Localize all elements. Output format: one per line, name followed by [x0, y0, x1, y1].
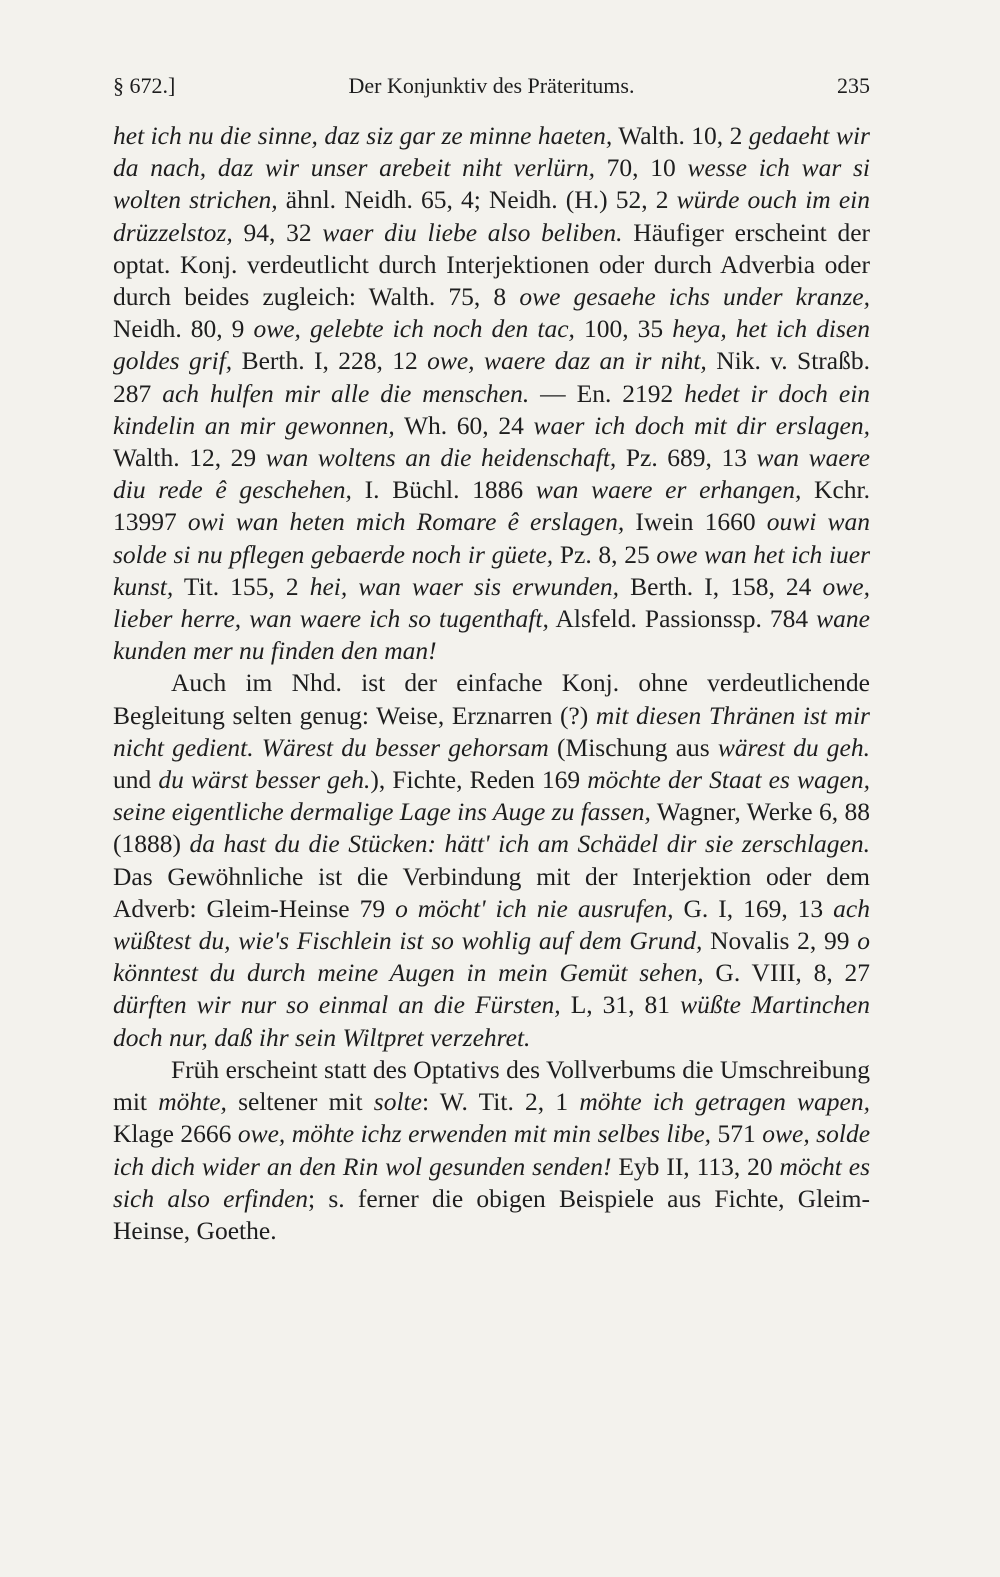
- body-segment: Früh erscheint statt des Optativs des Vollverbums die Umschreibung mit: [113, 1054, 870, 1117]
- body-segment: Wagner, Werke 6, 88 (1888): [113, 797, 870, 859]
- body-segment: (Mischung aus: [548, 732, 718, 762]
- body-segment: ), Fichte, Reden 169: [370, 765, 588, 795]
- body-segment: G. I, 169, 13: [673, 893, 834, 923]
- body-segment: Alsfeld. Passionssp. 784: [548, 604, 817, 634]
- quoted-example: ach hulfen mir alle die menschen.: [162, 378, 530, 408]
- quoted-example: wärest du geh.: [717, 732, 871, 762]
- quoted-example: owe gesaehe ichs under kranze,: [519, 282, 870, 312]
- body-segment: Auch im Nhd. ist der einfache Konj. ohne verdeutlichende Begleitung selten genug: Weise, Erznarren (?): [113, 668, 870, 730]
- body-segment: Häufiger erscheint der optat. Konj. verdeutlicht durch Interjektionen oder durch Adverbia oder durch beides zugleich: Walth. 75, 8: [113, 217, 871, 312]
- quoted-example: möchte der Staat es wagen, seine eigentliche dermalige Lage ins Auge zu fassen,: [113, 765, 871, 827]
- running-head: [113, 66, 870, 106]
- body-segment: 100, 35: [574, 314, 673, 344]
- body-segment: Iwein 1660: [624, 507, 767, 537]
- quoted-example: owe, solde ich dich wider an den Rin wol gesunden senden!: [113, 1119, 871, 1181]
- quoted-example: owe, möhte ichz erwenden mit min selbes libe,: [237, 1119, 712, 1149]
- quoted-example: gedaeht wir da nach, daz wir unser arebeit niht verlürn,: [113, 121, 870, 183]
- quoted-example: ach wüßtest du, wie's Fischlein ist so wohlig auf dem Grund,: [113, 893, 870, 956]
- body-segment: 70, 10: [594, 153, 688, 183]
- quoted-example: heya, het ich disen goldes grif,: [113, 314, 870, 376]
- page-title: Der Konjunktiv des Präteritums.: [348, 73, 635, 98]
- paragraph: [113, 1054, 870, 1247]
- quoted-example: wesse ich war si wolten strichen,: [113, 153, 870, 215]
- body-segment: seltener mit: [226, 1087, 374, 1117]
- quoted-example: würde ouch im ein drüzzelstoz,: [113, 185, 870, 247]
- body-segment: ähnl. Neidh. 65, 4; Neidh. (H.) 52, 2: [277, 185, 677, 215]
- body-segment: Walth. 10, 2: [612, 121, 749, 150]
- quoted-example: wan woltens an die heidenschaft,: [265, 443, 617, 473]
- body-segment: Klage 2666: [113, 1119, 238, 1149]
- quoted-example: da hast du die Stücken: hätt' ich am Schädel dir sie zerschlagen.: [189, 829, 871, 859]
- quoted-example: owe, gelebte ich noch den tac,: [253, 314, 575, 344]
- body-segment: ; s. ferner die obigen Beispiele aus Fichte, Gleim-Heinse, Goethe.: [113, 1183, 870, 1245]
- quoted-example: möhte,: [158, 1087, 227, 1117]
- quoted-example: mit diesen Thränen ist mir nicht gedient. Wärest du besser gehorsam: [113, 700, 870, 762]
- quoted-example: waer diu liebe also beliben.: [322, 217, 623, 247]
- page-number: 235: [837, 73, 870, 98]
- quoted-example: wane kunden mer nu finden den man!: [113, 604, 870, 666]
- body-text: [113, 120, 870, 1247]
- quoted-example: owe, waere daz an ir niht,: [427, 346, 707, 376]
- quoted-example: owe, lieber herre, wan waere ich so tugenthaft,: [113, 571, 870, 634]
- body-segment: 571: [711, 1119, 763, 1149]
- quoted-example: möcht es sich also erfinden: [113, 1151, 870, 1213]
- body-segment: G. VIII, 8, 27: [703, 958, 870, 988]
- body-segment: Eyb II, 113, 20: [611, 1151, 780, 1181]
- quoted-example: hedet ir doch ein kindelin an mir gewonnen,: [113, 378, 871, 440]
- body-segment: Berth. I, 158, 24: [619, 571, 823, 601]
- quoted-example: o möcht' ich nie ausrufen,: [395, 893, 674, 923]
- body-segment: Pz. 8, 25: [553, 539, 657, 569]
- body-segment: Neidh. 80, 9: [113, 314, 254, 344]
- body-segment: Novalis 2, 99: [702, 926, 858, 956]
- quoted-example: het ich nu die sinne, daz siz gar ze minne haeten,: [113, 121, 613, 150]
- quoted-example: du wärst besser geh.: [158, 765, 371, 795]
- quoted-example: solte: [373, 1087, 422, 1117]
- quoted-example: wan waere er erhangen,: [535, 475, 802, 505]
- body-segment: — En. 2192: [529, 378, 685, 408]
- body-segment: Nik. v. Straßb. 287: [113, 346, 870, 408]
- quoted-example: o könntest du durch meine Augen in mein Gemüt sehen,: [113, 926, 870, 988]
- body-segment: und: [113, 765, 159, 795]
- body-segment: Das Gewöhnliche ist die Verbindung mit der Interjektion oder dem Adverb: Gleim-Heinse 79: [113, 861, 870, 923]
- body-segment: Berth. I, 228, 12: [232, 346, 428, 376]
- quoted-example: wüßte Martinchen doch nur, daß ihr sein Wiltpret verzehret.: [113, 990, 870, 1052]
- quoted-example: möhte ich getragen wapen,: [579, 1087, 870, 1117]
- body-segment: 94, 32: [232, 217, 323, 247]
- body-segment: Walth. 12, 29: [113, 443, 266, 473]
- paragraph: [113, 667, 870, 1053]
- quoted-example: dürften wir nur so einmal an die Fürsten,: [113, 990, 561, 1020]
- quoted-example: owe wan het ich iuer kunst,: [113, 539, 871, 601]
- quoted-example: waer ich doch mit dir erslagen,: [533, 410, 870, 440]
- section-number: § 672.]: [113, 73, 176, 98]
- body-segment: Kchr. 13997: [113, 475, 870, 537]
- quoted-example: wan waere diu rede ê geschehen,: [113, 443, 870, 505]
- paragraph: [113, 120, 870, 667]
- body-segment: Pz. 689, 13: [616, 443, 757, 473]
- quoted-example: hei, wan waer sis erwunden,: [309, 571, 620, 601]
- quoted-example: owi wan heten mich Romare ê erslagen,: [187, 507, 625, 537]
- quoted-example: ouwi wan solde si nu pflegen gebaerde noch ir güete,: [113, 507, 870, 569]
- body-segment: L, 31, 81: [560, 990, 681, 1020]
- body-segment: Wh. 60, 24: [394, 410, 534, 440]
- body-segment: : W. Tit. 2, 1: [421, 1087, 580, 1117]
- body-segment: Tit. 155, 2: [173, 571, 310, 601]
- body-segment: I. Büchl. 1886: [351, 475, 536, 505]
